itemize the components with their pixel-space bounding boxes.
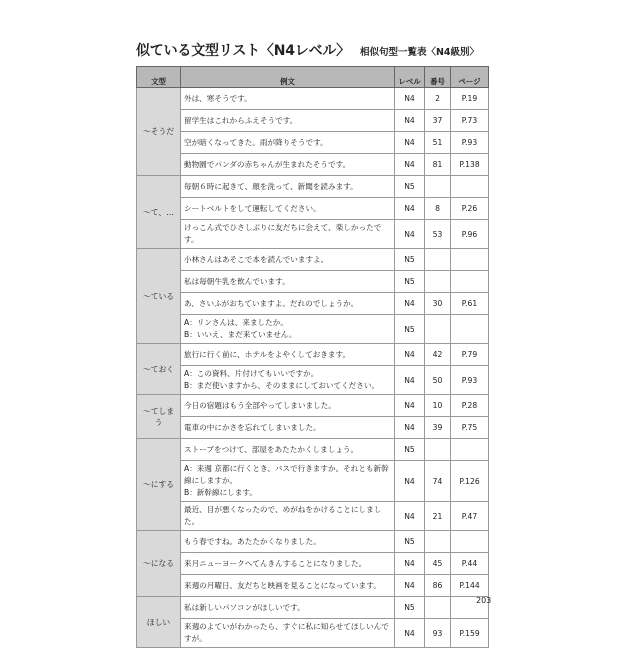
table-row [137, 461, 489, 502]
table-row [137, 88, 489, 110]
level-cell: N4 [395, 88, 425, 110]
table-row [137, 249, 489, 271]
example-cell: 私は新しいパソコンがほしいです。 [181, 597, 395, 619]
table-row [137, 315, 489, 344]
pattern-cell: 〜になる [137, 531, 181, 597]
example-cell: 来週のよていがわかったら、すぐに私に知らせてほしいんですが。 [181, 619, 395, 648]
example-cell: 外は、寒そうです。 [181, 88, 395, 110]
table-row [137, 132, 489, 154]
level-cell: N4 [395, 132, 425, 154]
page-ref-cell: P.75 [451, 417, 489, 439]
pattern-cell: 〜そうだ [137, 88, 181, 176]
example-cell: 空が暗くなってきた。雨が降りそうです。 [181, 132, 395, 154]
example-cell: シートベルトをして運転してください。 [181, 198, 395, 220]
number-cell: 45 [425, 553, 451, 575]
level-cell: N5 [395, 531, 425, 553]
pattern-cell: 〜て、… [137, 176, 181, 249]
example-cell: 今日の宿題はもう全部やってしまいました。 [181, 395, 395, 417]
table-row [137, 293, 489, 315]
column-header-pattern: 文型 [137, 67, 181, 88]
column-header-example: 例文 [181, 67, 395, 88]
example-cell: 小林さんはあそこで本を読んでいますよ。 [181, 249, 395, 271]
page-ref-cell: P.93 [451, 132, 489, 154]
level-cell: N4 [395, 344, 425, 366]
number-cell [425, 315, 451, 344]
page-ref-cell: P.26 [451, 198, 489, 220]
table-body [137, 88, 492, 648]
grammar-table [136, 66, 492, 648]
page-ref-cell: P.79 [451, 344, 489, 366]
pattern-cell: 〜にする [137, 439, 181, 531]
page-ref-cell: P.47 [451, 502, 489, 531]
number-cell: 50 [425, 366, 451, 395]
page-ref-cell: P.44 [451, 553, 489, 575]
level-cell: N4 [395, 575, 425, 597]
level-cell: N4 [395, 461, 425, 502]
page-ref-cell: P.159 [451, 619, 489, 648]
level-cell: N4 [395, 110, 425, 132]
level-cell: N4 [395, 395, 425, 417]
table-row [137, 619, 489, 648]
page-ref-cell: P.138 [451, 154, 489, 176]
level-cell: N4 [395, 198, 425, 220]
number-cell: 42 [425, 344, 451, 366]
level-cell: N4 [395, 154, 425, 176]
page-ref-cell: P.73 [451, 110, 489, 132]
pattern-cell: ほしい [137, 597, 181, 648]
table-row [137, 110, 489, 132]
number-cell [425, 439, 451, 461]
table-row [137, 344, 489, 366]
page-ref-cell: P.28 [451, 395, 489, 417]
page-title: 似ている文型リスト〈N4レベル〉 [136, 43, 350, 59]
page-ref-cell [451, 439, 489, 461]
page-ref-cell: P.93 [451, 366, 489, 395]
example-cell: 私は毎朝牛乳を飲んでいます。 [181, 271, 395, 293]
example-cell: もう春ですね。あたたかくなりました。 [181, 531, 395, 553]
level-cell: N5 [395, 315, 425, 344]
level-cell: N5 [395, 249, 425, 271]
table-row [137, 531, 489, 553]
pattern-cell: 〜ておく [137, 344, 181, 395]
example-cell: 毎朝６時に起きて、顔を洗って、新聞を読みます。 [181, 176, 395, 198]
example-cell: A：来週 京都に行くとき、バスで行きますか。それとも新幹線にしますか。 B：新幹線にします。 [181, 461, 395, 502]
example-cell: 電車の中にかさを忘れてしまいました。 [181, 417, 395, 439]
table-row [137, 154, 489, 176]
example-cell: あ、さいふがおちていますよ。だれのでしょうか。 [181, 293, 395, 315]
example-cell: 来週の月曜日、友だちと映画を見ることになっています。 [181, 575, 395, 597]
example-cell: 来月ニューヨークへてんきんすることになりました。 [181, 553, 395, 575]
number-cell: 74 [425, 461, 451, 502]
level-cell: N5 [395, 597, 425, 619]
example-cell: けっこん式でひさしぶりに友だちに会えて、楽しかったです。 [181, 220, 395, 249]
example-cell: 留学生はこれからふえそうです。 [181, 110, 395, 132]
level-cell: N5 [395, 176, 425, 198]
table-row [137, 271, 489, 293]
table-row [137, 575, 489, 597]
table-row [137, 417, 489, 439]
number-cell: 30 [425, 293, 451, 315]
page-ref-cell [451, 531, 489, 553]
page-subtitle: 相似句型一覧表〈N4級別〉 [359, 47, 480, 58]
pattern-cell: 〜てしまう [137, 395, 181, 439]
example-cell: 旅行に行く前に、ホテルをよやくしておきます。 [181, 344, 395, 366]
level-cell: N4 [395, 220, 425, 249]
number-cell: 86 [425, 575, 451, 597]
number-cell: 39 [425, 417, 451, 439]
level-cell: N4 [395, 553, 425, 575]
table-row [137, 366, 489, 395]
pattern-cell: 〜ている [137, 249, 181, 344]
example-cell: 動物園でパンダの赤ちゃんが生まれたそうです。 [181, 154, 395, 176]
number-cell [425, 597, 451, 619]
number-cell [425, 531, 451, 553]
table-row [137, 597, 489, 619]
column-header-page: ページ [451, 67, 489, 88]
page-ref-cell: P.19 [451, 88, 489, 110]
page-ref-cell [451, 176, 489, 198]
page-ref-cell: P.61 [451, 293, 489, 315]
table-row [137, 198, 489, 220]
table-row [137, 220, 489, 249]
page-ref-cell [451, 271, 489, 293]
page-ref-cell [451, 249, 489, 271]
level-cell: N4 [395, 293, 425, 315]
page-ref-cell: P.144 [451, 575, 489, 597]
level-cell: N4 [395, 502, 425, 531]
level-cell: N4 [395, 619, 425, 648]
column-header-number: 番号 [425, 67, 451, 88]
table-row [137, 439, 489, 461]
table-header-row [137, 67, 489, 88]
number-cell: 51 [425, 132, 451, 154]
number-cell: 53 [425, 220, 451, 249]
number-cell [425, 249, 451, 271]
table-row [137, 395, 489, 417]
page-ref-cell [451, 315, 489, 344]
number-cell: 8 [425, 198, 451, 220]
number-cell: 10 [425, 395, 451, 417]
example-cell: ストーブをつけて、部屋をあたたかくしましょう。 [181, 439, 395, 461]
example-cell: A：この資料、片付けてもいいですか。 B：まだ使いますから、そのままにしておいてください。 [181, 366, 395, 395]
number-cell: 81 [425, 154, 451, 176]
number-cell [425, 176, 451, 198]
number-cell: 21 [425, 502, 451, 531]
number-cell: 37 [425, 110, 451, 132]
table-row [137, 502, 489, 531]
level-cell: N5 [395, 271, 425, 293]
page-ref-cell: P.96 [451, 220, 489, 249]
table-row [137, 176, 489, 198]
number-cell: 93 [425, 619, 451, 648]
example-cell: A：リンさんは、来ましたか。 B：いいえ、まだ来ていません。 [181, 315, 395, 344]
table-row [137, 553, 489, 575]
column-header-level: レベル [395, 67, 425, 88]
level-cell: N4 [395, 366, 425, 395]
number-cell: 2 [425, 88, 451, 110]
level-cell: N4 [395, 417, 425, 439]
level-cell: N5 [395, 439, 425, 461]
page-title-row [136, 40, 496, 60]
page-number: 203 [476, 596, 492, 605]
example-cell: 最近、目が悪くなったので、めがねをかけることにしました。 [181, 502, 395, 531]
page-ref-cell: P.126 [451, 461, 489, 502]
number-cell [425, 271, 451, 293]
